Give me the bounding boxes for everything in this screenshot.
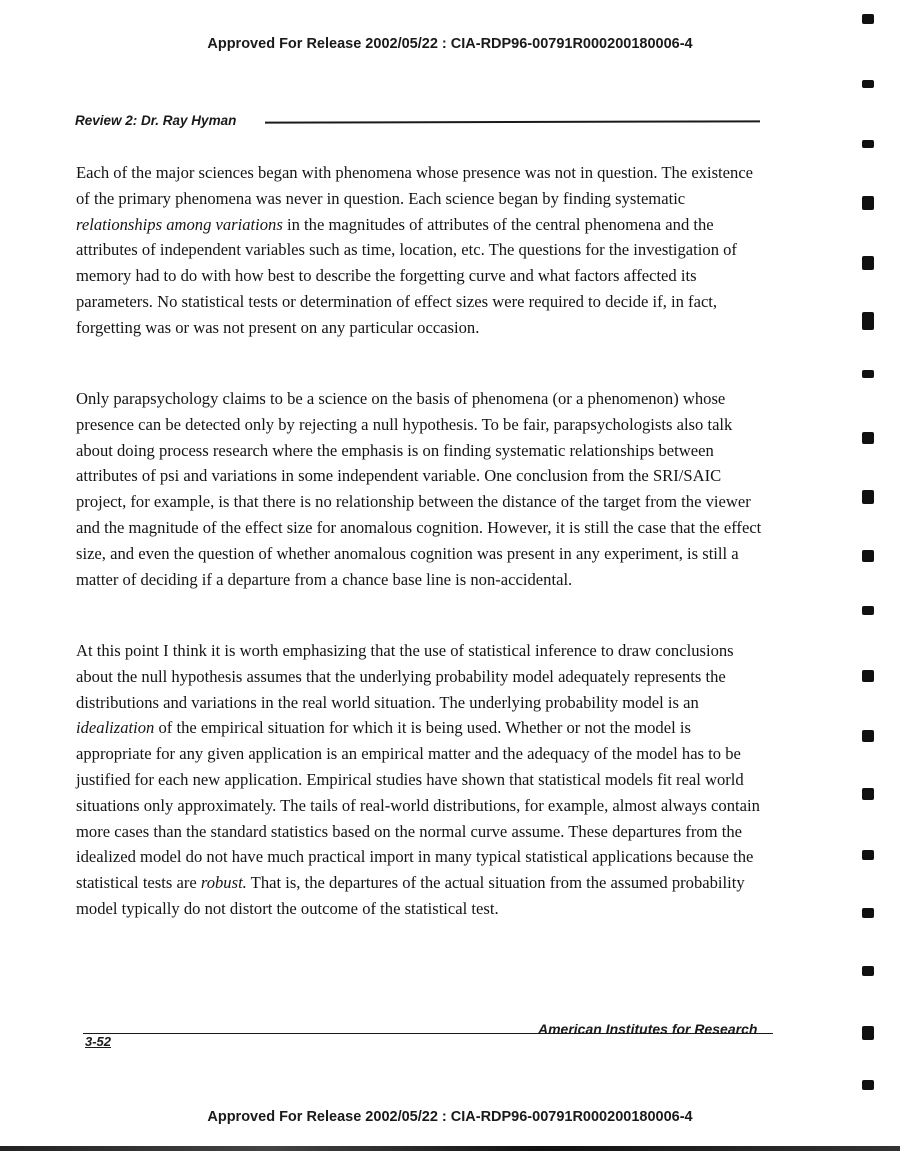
scan-mark <box>862 606 874 615</box>
scan-mark <box>862 1080 874 1090</box>
release-footer: Approved For Release 2002/05/22 : CIA-RDP96-00791R000200180006-4 <box>207 1109 693 1125</box>
text-run: At this point I think it is worth emphasizing that the use of statistical inference to draw conclusions about the null hypothesis assumes that the underlying probability model adequately represents the distributions and variations in the real world situation. The underlying probability model is an <box>76 641 734 712</box>
scan-mark <box>862 196 874 210</box>
text-run: That is, the departures of the actual situation from the assumed probability model typically do not distort the outcome of the statistical test. <box>76 873 745 918</box>
scan-mark <box>862 670 874 682</box>
page-number: 3-52 <box>85 1034 112 1049</box>
scan-mark <box>862 788 874 800</box>
text-run: in the magnitudes of attributes of the central phenomena and the attributes of independent variables such as time, location, etc. The questions for the investigation of memory had to do with how best to describe the forgetting curve and what factors affected its parameters. No statistical tests or determination of effect sizes were required to decide if, in fact, forgetting was or was not present on any particular occasion. <box>76 214 737 337</box>
scan-mark <box>862 14 874 24</box>
scan-mark <box>862 730 874 742</box>
paragraph-3 <box>76 638 766 922</box>
review-heading <box>75 113 760 133</box>
italic-phrase: robust. <box>200 873 247 893</box>
text-run: Each of the major sciences began with phenomena whose presence was not in question. The existence of the primary phenomena was never in question. Each science began by finding systematic <box>76 163 754 208</box>
scan-mark <box>862 490 874 504</box>
scan-mark <box>862 1026 874 1040</box>
text-run: of the empirical situation for which it is being used. Whether or not the model is appropriate for any given application is an empirical matter and the adequacy of the model has to be justified for each new application. Empirical studies have shown that statistical models fit real world situations only approximately. The tails of real-world distributions, for example, almost always contain more cases than the standard statistics based on the normal curve assume. These departures from the idealized model do not have much practical import in many typical statistical applications because the statistical tests are <box>76 718 760 893</box>
release-header: Approved For Release 2002/05/22 : CIA-RDP96-00791R000200180006-4 <box>207 36 693 52</box>
scan-mark <box>862 80 874 88</box>
organization-name: American Institutes for Research <box>538 1021 758 1037</box>
scan-mark <box>862 370 874 378</box>
scan-mark <box>862 256 874 270</box>
text-run: Only parapsychology claims to be a science on the basis of phenomena (or a phenomenon) whose presence can be detected only by rejecting a null hypothesis. To be fair, parapsychologists also talk about doing process research where the emphasis is on finding systematic relationships between attributes of psi and variations in some independent variable. One conclusion from the SRI/SAIC project, for example, is that there is no relationship between the distance of the target from the viewer and the magnitude of the effect size for anomalous cognition. However, it is still the case that the effect size, and even the question of whether anomalous cognition was present in any experiment, is still a matter of deciding if a departure from a chance base line is non-accidental. <box>76 389 762 589</box>
italic-phrase: idealization <box>76 718 155 738</box>
scan-edge-marks <box>862 0 890 1165</box>
scan-mark <box>862 908 874 918</box>
scan-mark <box>862 432 874 444</box>
scan-mark <box>862 140 874 148</box>
paragraph-1 <box>76 160 766 341</box>
scan-mark <box>862 966 874 976</box>
paragraph-2 <box>76 386 766 592</box>
italic-phrase: relationships among variations <box>76 214 283 234</box>
heading-rule <box>265 120 760 123</box>
scan-mark <box>862 550 874 562</box>
review-title: Review 2: Dr. Ray Hyman <box>75 113 244 128</box>
scan-mark <box>862 850 874 860</box>
scan-bottom-bar <box>0 1146 900 1151</box>
scan-mark <box>862 312 874 330</box>
